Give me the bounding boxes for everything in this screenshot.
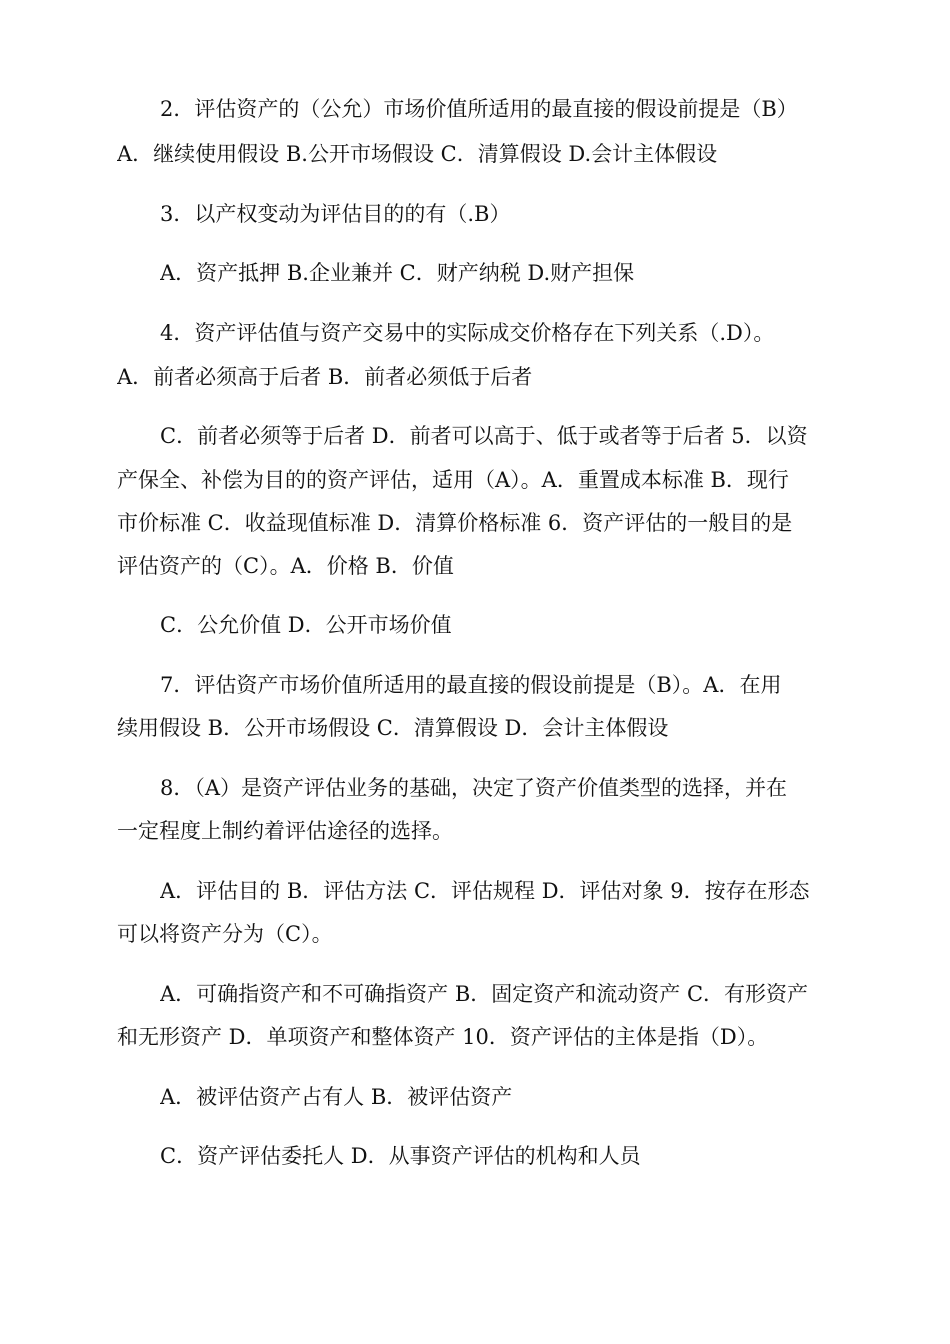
text-line-q10-options-cd: C．资产评估委托人 D．从事资产评估的机构和人员 [160,1144,641,1168]
text-line-q8: 8．（A）是资产评估业务的基础，决定了资产价值类型的选择，并在 [160,776,788,800]
text-line-q4-options-ab: A．前者必须高于后者 B．前者必须低于后者 [117,365,533,389]
text-line-q7-options: 续用假设 B．公开市场假设 C．清算假设 D．会计主体假设 [117,716,669,740]
text-line-q8-cont: 一定程度上制约着评估途径的选择。 [117,819,453,843]
text-line-q3: 3．以产权变动为评估目的的有（.B） [160,202,511,226]
text-line-q10-options-ab: A．被评估资产占有人 B．被评估资产 [160,1085,513,1109]
text-line-q5-stem: 产保全、补偿为目的的资产评估，适用（A）。A．重置成本标准 B．现行 [117,468,789,492]
text-line-q6-options: C．公允价值 D．公开市场价值 [160,613,452,637]
text-line-q9-options: A．可确指资产和不可确指资产 B．固定资产和流动资产 C．有形资产 [160,982,809,1006]
text-line-q4: 4．资产评估值与资产交易中的实际成交价格存在下列关系（.D）。 [160,321,775,345]
text-line-q3-options: A．资产抵押 B.企业兼并 C．财产纳税 D.财产担保 [160,261,635,285]
text-line-q2-options: A．继续使用假设 B.公开市场假设 C．清算假设 D.会计主体假设 [117,142,718,166]
text-line-q4-options-cd: C．前者必须等于后者 D．前者可以高于、低于或者等于后者 5．以资 [160,424,808,448]
text-line-q2: 2．评估资产的（公允）市场价值所适用的最直接的假设前提是（B） [160,97,798,121]
text-line-q8-options: A．评估目的 B．评估方法 C．评估规程 D．评估对象 9．按存在形态 [160,879,810,903]
text-line-q7: 7．评估资产市场价值所适用的最直接的假设前提是（B）。A．在用 [160,673,782,697]
text-line-q10-stem: 和无形资产 D．单项资产和整体资产 10．资产评估的主体是指（D）。 [117,1025,769,1049]
text-line-q9-stem: 可以将资产分为（C）。 [117,922,333,946]
text-line-q5-options: 市价标准 C．收益现值标准 D．清算价格标准 6．资产评估的一般目的是 [117,511,793,535]
text-line-q6-stem: 评估资产的（C）。A．价格 B．价值 [117,554,454,578]
